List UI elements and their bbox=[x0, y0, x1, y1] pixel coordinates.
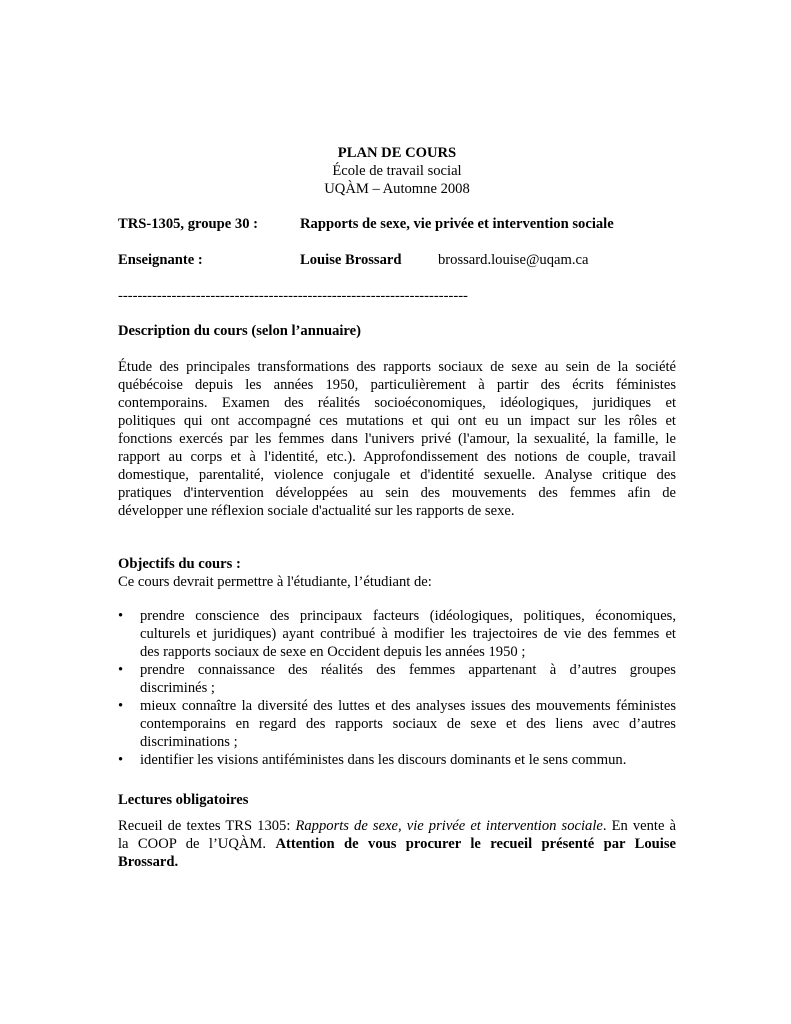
description-body bbox=[118, 358, 676, 520]
list-item-line: discriminés ; bbox=[140, 680, 215, 696]
separator-line: ------------------------------------------------------------------------ bbox=[118, 288, 468, 304]
teacher-row bbox=[118, 251, 676, 269]
objectives-list bbox=[118, 607, 676, 769]
description-line: Étude des principales transformations des rapports sociaux de sexe au sein de la société bbox=[118, 359, 676, 375]
term-label: UQÀM – Automne 2008 bbox=[324, 181, 470, 197]
list-item-line: prendre conscience des principaux facteurs (idéologiques, politiques, économiques, bbox=[140, 608, 676, 624]
description-line: domestique, parentalité, violence conjugale et d'identité sexuelle. Analyse critique des bbox=[118, 467, 676, 483]
description-line: développer une réflexion sociale d'actualité sur les rapports de sexe. bbox=[118, 503, 515, 519]
readings-text: . En vente à bbox=[602, 818, 677, 834]
readings-line bbox=[118, 817, 676, 835]
readings-title: Rapports de sexe, vie privée et intervention sociale bbox=[295, 818, 603, 834]
description-heading: Description du cours (selon l’annuaire) bbox=[118, 323, 361, 339]
list-item-line: des rapports sociaux de sexe en Occident depuis les années 1950 ; bbox=[140, 644, 526, 660]
list-item bbox=[118, 697, 676, 751]
readings-notice: Attention de vous procurer le recueil présenté par Louise bbox=[275, 836, 676, 852]
bullet-icon: • bbox=[118, 662, 124, 678]
description-line: politiques qui ont accompagné ces mutations et qui ont eu un impact sur les rôles et bbox=[118, 413, 676, 429]
list-item-line: contemporains en regard des rapports sociaux de sexe et des liens avec d’autres bbox=[140, 716, 676, 732]
list-item bbox=[118, 661, 676, 697]
list-item-line: identifier les visions antiféministes dans les discours dominants et le sens commun. bbox=[140, 752, 627, 768]
list-item-line: prendre connaissance des réalités des femmes appartenant à d’autres groupes bbox=[140, 662, 676, 678]
readings-text: Recueil de textes TRS 1305: bbox=[118, 818, 296, 834]
description-line: pratiques d'intervention développées au sein des mouvements des femmes afin de bbox=[118, 485, 676, 501]
bullet-icon: • bbox=[118, 698, 124, 714]
list-item bbox=[118, 607, 676, 661]
list-item-line: culturels et juridiques) ayant contribué à modifier les trajectoires de vie des femmes et bbox=[140, 626, 676, 642]
list-item-line: discriminations ; bbox=[140, 734, 238, 750]
list-item-line: mieux connaître la diversité des luttes et des analyses issues des mouvements féministes bbox=[140, 698, 676, 714]
title-block bbox=[118, 144, 676, 198]
course-code: TRS-1305, groupe 30 : bbox=[118, 216, 259, 232]
school-name: École de travail social bbox=[332, 163, 462, 179]
bullet-icon: • bbox=[118, 752, 124, 768]
description-line: contemporains. Examen des réalités socioéconomiques, idéologiques, juridiques et bbox=[118, 395, 676, 411]
objectives-heading: Objectifs du cours : bbox=[118, 556, 241, 572]
description-line: rapport au corps et à l'identité, etc.). Approfondissement des notions de couple, travail bbox=[118, 449, 676, 465]
description-line: québécoise depuis les années 1950, particulièrement à partir des écrits féministes bbox=[118, 377, 676, 393]
readings-line: Brossard. bbox=[118, 854, 179, 870]
page-title: PLAN DE COURS bbox=[337, 145, 457, 161]
bullet-icon: • bbox=[118, 608, 124, 624]
course-name: Rapports de sexe, vie privée et intervention sociale bbox=[300, 216, 614, 232]
teacher-label: Enseignante : bbox=[118, 252, 203, 268]
course-row bbox=[118, 215, 676, 233]
teacher-email: brossard.louise@uqam.ca bbox=[438, 252, 589, 268]
objectives-intro: Ce cours devrait permettre à l'étudiante, l’étudiant de: bbox=[118, 574, 432, 590]
readings-line bbox=[118, 835, 676, 853]
description-line: fonctions exercés par les femmes dans l'univers privé (l'amour, la sexualité, la famille, le bbox=[118, 431, 676, 447]
readings-body bbox=[118, 817, 676, 871]
list-item bbox=[118, 751, 676, 769]
readings-heading: Lectures obligatoires bbox=[118, 792, 249, 808]
readings-text: la COOP de l’UQÀM. bbox=[118, 836, 276, 852]
teacher-name: Louise Brossard bbox=[300, 252, 402, 268]
